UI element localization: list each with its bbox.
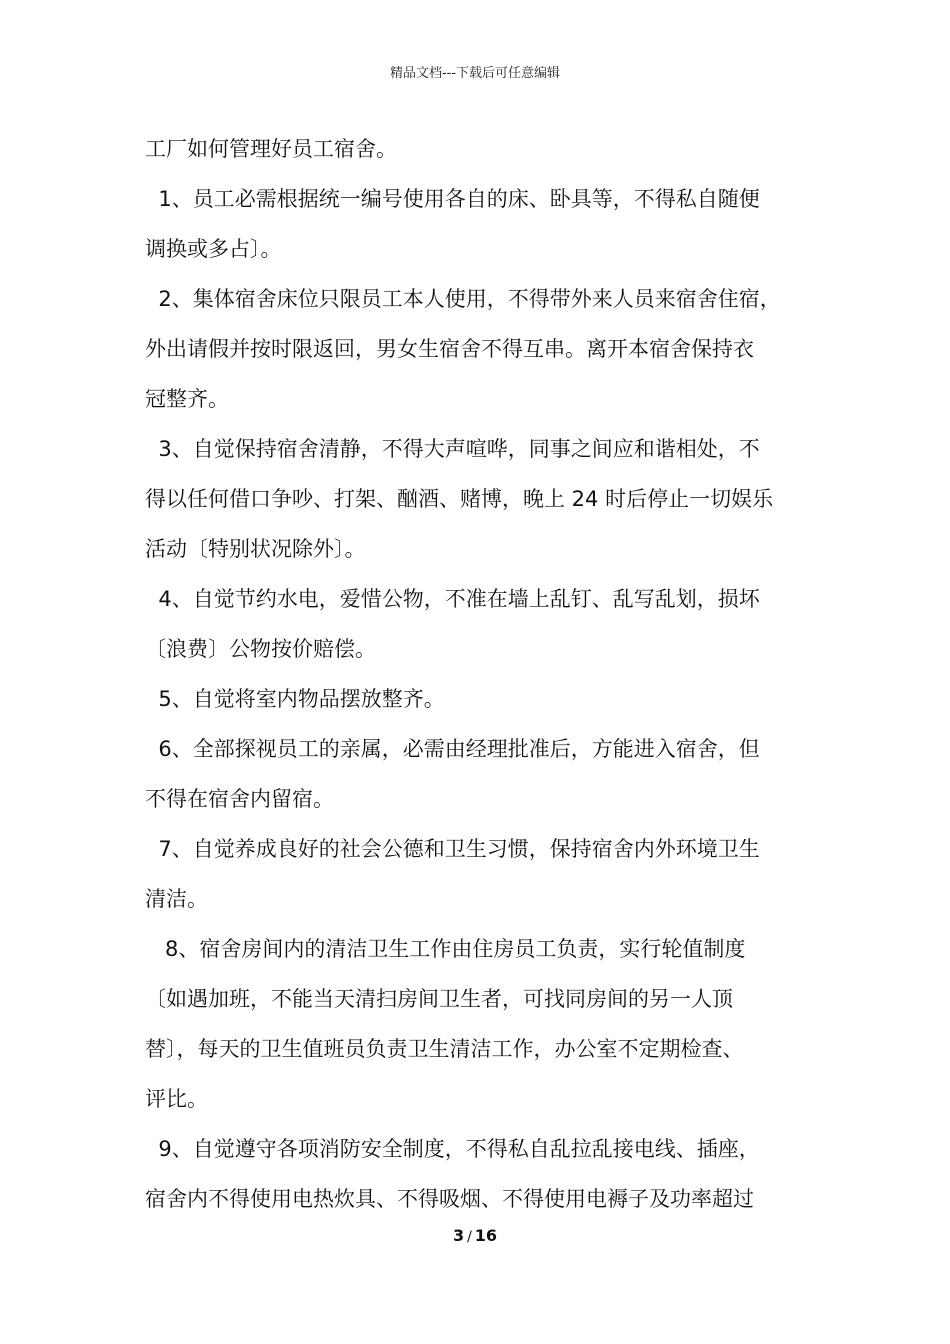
- text-line: 不得在宿舍内留宿。: [145, 787, 334, 811]
- text-line: 4、自觉节约水电，爱惜公物，不准在墙上乱钉、乱写乱划，损坏: [145, 587, 760, 611]
- text-line: 2、集体宿舍床位只限员工本人使用，不得带外来人员来宿舍住宿，: [145, 287, 781, 311]
- text-line: 1、员工必需根据统一编号使用各自的床、卧具等，不得私自随便: [145, 187, 760, 211]
- document-body: [145, 124, 810, 1224]
- text-line: 宿舍内不得使用电热炊具、不得吸烟、不得使用电褥子及功率超过: [145, 1187, 754, 1211]
- text-line: 5、自觉将室内物品摆放整齐。: [145, 687, 445, 711]
- page-number: [0, 1226, 950, 1247]
- text-line: 清洁。: [145, 887, 208, 911]
- page-header: 精品文档---下载后可任意编辑: [389, 66, 561, 81]
- total-pages-number: 16: [474, 1226, 498, 1245]
- text-line: 评比。: [145, 1087, 208, 1111]
- text-line: 7、自觉养成良好的社会公德和卫生习惯，保持宿舍内外环境卫生: [145, 837, 760, 861]
- text-line: 得以任何借口争吵、打架、酗酒、赌博，晚上 24 时后停止一切娱乐: [145, 487, 774, 511]
- text-line: 6、全部探视员工的亲属，必需由经理批准后，方能进入宿舍，但: [145, 737, 760, 761]
- text-line: 9、自觉遵守各项消防安全制度，不得私自乱拉乱接电线、插座，: [145, 1137, 760, 1161]
- text-line: 冠整齐。: [145, 387, 229, 411]
- text-line: 工厂如何管理好员工宿舍。: [145, 137, 397, 161]
- text-line: 调换或多占〕。: [145, 237, 282, 261]
- text-line: 3、自觉保持宿舍清静，不得大声喧哗，同事之间应和谐相处，不: [145, 437, 760, 461]
- text-line: 8、宿舍房间内的清洁卫生工作由住房员工负责，实行轮值制度: [145, 937, 746, 961]
- text-line: 活动〔特别状况除外〕。: [145, 537, 366, 561]
- text-line: 〔如遇加班，不能当天清扫房间卫生者，可找同房间的另一人顶: [145, 987, 733, 1011]
- text-line: 替〕，每天的卫生值班员负责卫生清洁工作，办公室不定期检查、: [145, 1037, 744, 1061]
- current-page-number: 3: [452, 1226, 465, 1245]
- page-separator: /: [467, 1229, 472, 1245]
- text-line: 〔浪费〕公物按价赔偿。: [145, 637, 376, 661]
- text-line: 外出请假并按时限返回，男女生宿舍不得互串。离开本宿舍保持衣: [145, 337, 754, 361]
